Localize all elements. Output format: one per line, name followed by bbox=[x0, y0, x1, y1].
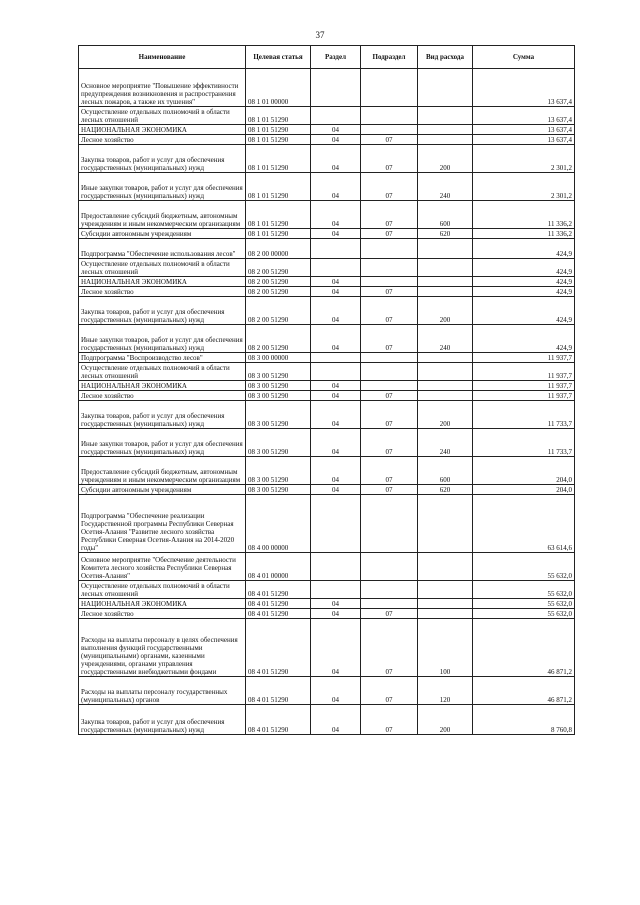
table-row bbox=[79, 135, 575, 145]
cell-subsection: 07 bbox=[361, 401, 418, 429]
cell-expense bbox=[418, 495, 473, 553]
cell-section: 04 bbox=[311, 391, 361, 401]
cell-sum: 204,0 bbox=[473, 457, 575, 485]
cell-sum: 424,9 bbox=[473, 325, 575, 353]
cell-name: Подпрограмма "Обеспечение реализации Государственной программы Республики Северная Осетия-Алания "Развитие лесного хозяйства Республики Северная Осетия-Алания на 2014-2020 годы" bbox=[79, 495, 246, 553]
cell-name: Иные закупки товаров, работ и услуг для обеспечения государственных (муниципальных) нужд bbox=[79, 173, 246, 201]
cell-target: 08 1 01 51290 bbox=[246, 125, 311, 135]
cell-name: Иные закупки товаров, работ и услуг для обеспечения государственных (муниципальных) нужд bbox=[79, 325, 246, 353]
cell-expense bbox=[418, 391, 473, 401]
cell-name: НАЦИОНАЛЬНАЯ ЭКОНОМИКА bbox=[79, 381, 246, 391]
cell-section bbox=[311, 239, 361, 259]
table-row bbox=[79, 287, 575, 297]
cell-subsection bbox=[361, 107, 418, 125]
cell-sum: 424,9 bbox=[473, 259, 575, 277]
cell-sum: 55 632,0 bbox=[473, 581, 575, 599]
cell-subsection: 07 bbox=[361, 325, 418, 353]
cell-subsection: 07 bbox=[361, 229, 418, 239]
cell-name: Иные закупки товаров, работ и услуг для обеспечения государственных (муниципальных) нужд bbox=[79, 429, 246, 457]
cell-subsection: 07 bbox=[361, 705, 418, 735]
budget-table bbox=[78, 45, 575, 735]
table-row bbox=[79, 677, 575, 705]
cell-section: 04 bbox=[311, 599, 361, 609]
cell-sum: 11 937,7 bbox=[473, 363, 575, 381]
cell-section: 04 bbox=[311, 277, 361, 287]
header-expense-type: Вид расхода bbox=[418, 46, 473, 69]
cell-target: 08 1 01 51290 bbox=[246, 173, 311, 201]
cell-sum: 11 937,7 bbox=[473, 391, 575, 401]
cell-name: Субсидии автономным учреждениям bbox=[79, 485, 246, 495]
cell-section: 04 bbox=[311, 297, 361, 325]
cell-sum: 11 336,2 bbox=[473, 201, 575, 229]
cell-target: 08 3 00 51290 bbox=[246, 381, 311, 391]
cell-expense bbox=[418, 553, 473, 581]
cell-expense: 600 bbox=[418, 201, 473, 229]
cell-subsection bbox=[361, 353, 418, 363]
cell-name: Закупка товаров, работ и услуг для обеспечения государственных (муниципальных) нужд bbox=[79, 705, 246, 735]
page-number: 37 bbox=[315, 30, 325, 40]
cell-section: 04 bbox=[311, 609, 361, 619]
cell-expense: 200 bbox=[418, 145, 473, 173]
cell-section: 04 bbox=[311, 287, 361, 297]
table-row bbox=[79, 229, 575, 239]
cell-subsection: 07 bbox=[361, 145, 418, 173]
header-sum: Сумма bbox=[473, 46, 575, 69]
cell-expense bbox=[418, 363, 473, 381]
cell-sum: 55 632,0 bbox=[473, 553, 575, 581]
cell-sum: 11 336,2 bbox=[473, 229, 575, 239]
cell-subsection bbox=[361, 239, 418, 259]
cell-sum: 13 637,4 bbox=[473, 125, 575, 135]
cell-name: Лесное хозяйство bbox=[79, 287, 246, 297]
table-row bbox=[79, 705, 575, 735]
cell-target: 08 2 00 51290 bbox=[246, 297, 311, 325]
cell-expense: 620 bbox=[418, 485, 473, 495]
cell-subsection bbox=[361, 381, 418, 391]
cell-target: 08 3 00 51290 bbox=[246, 391, 311, 401]
cell-target: 08 3 00 51290 bbox=[246, 363, 311, 381]
cell-subsection: 07 bbox=[361, 173, 418, 201]
cell-expense: 620 bbox=[418, 229, 473, 239]
cell-name: Лесное хозяйство bbox=[79, 391, 246, 401]
cell-name: Расходы на выплаты персоналу в целях обеспечения выполнения функций государственными (муниципальными) органами, казенными учреждениями, органами управления государственными внебюджетными фондами bbox=[79, 619, 246, 677]
cell-target: 08 4 01 51290 bbox=[246, 677, 311, 705]
cell-name: Осуществление отдельных полномочий в области лесных отношений bbox=[79, 259, 246, 277]
cell-target: 08 3 00 51290 bbox=[246, 485, 311, 495]
cell-sum: 8 760,8 bbox=[473, 705, 575, 735]
table-row bbox=[79, 297, 575, 325]
cell-subsection: 07 bbox=[361, 677, 418, 705]
cell-target: 08 1 01 51290 bbox=[246, 229, 311, 239]
cell-expense: 600 bbox=[418, 457, 473, 485]
cell-target: 08 2 00 51290 bbox=[246, 287, 311, 297]
cell-section bbox=[311, 259, 361, 277]
cell-subsection: 07 bbox=[361, 485, 418, 495]
table-row bbox=[79, 553, 575, 581]
cell-sum: 11 733,7 bbox=[473, 429, 575, 457]
cell-expense bbox=[418, 353, 473, 363]
cell-section: 04 bbox=[311, 619, 361, 677]
cell-name: Основное мероприятие "Повышение эффективности предупреждения возникновения и распространения лесных пожаров, а также их тушения" bbox=[79, 69, 246, 107]
cell-section: 04 bbox=[311, 125, 361, 135]
cell-expense bbox=[418, 287, 473, 297]
table-row bbox=[79, 391, 575, 401]
table-row bbox=[79, 495, 575, 553]
cell-section: 04 bbox=[311, 325, 361, 353]
cell-name: Лесное хозяйство bbox=[79, 609, 246, 619]
cell-expense: 100 bbox=[418, 619, 473, 677]
table-row bbox=[79, 173, 575, 201]
cell-subsection bbox=[361, 259, 418, 277]
cell-name: Закупка товаров, работ и услуг для обеспечения государственных (муниципальных) нужд bbox=[79, 297, 246, 325]
cell-subsection: 07 bbox=[361, 609, 418, 619]
cell-subsection: 07 bbox=[361, 135, 418, 145]
cell-sum: 46 871,2 bbox=[473, 677, 575, 705]
table-row bbox=[79, 277, 575, 287]
cell-target: 08 3 00 51290 bbox=[246, 401, 311, 429]
cell-section bbox=[311, 69, 361, 107]
cell-sum: 46 871,2 bbox=[473, 619, 575, 677]
cell-expense: 200 bbox=[418, 705, 473, 735]
cell-subsection: 07 bbox=[361, 429, 418, 457]
cell-subsection bbox=[361, 599, 418, 609]
cell-name: Закупка товаров, работ и услуг для обеспечения государственных (муниципальных) нужд bbox=[79, 145, 246, 173]
table-row bbox=[79, 457, 575, 485]
cell-target: 08 2 00 51290 bbox=[246, 259, 311, 277]
cell-section: 04 bbox=[311, 485, 361, 495]
cell-target: 08 1 01 51290 bbox=[246, 135, 311, 145]
cell-subsection: 07 bbox=[361, 201, 418, 229]
header-section: Раздел bbox=[311, 46, 361, 69]
cell-expense bbox=[418, 277, 473, 287]
cell-section: 04 bbox=[311, 457, 361, 485]
cell-subsection bbox=[361, 125, 418, 135]
cell-expense bbox=[418, 259, 473, 277]
cell-sum: 55 632,0 bbox=[473, 599, 575, 609]
cell-section: 04 bbox=[311, 229, 361, 239]
cell-subsection bbox=[361, 363, 418, 381]
cell-subsection bbox=[361, 581, 418, 599]
cell-section: 04 bbox=[311, 677, 361, 705]
cell-expense bbox=[418, 599, 473, 609]
cell-section bbox=[311, 107, 361, 125]
cell-expense bbox=[418, 609, 473, 619]
cell-sum: 13 637,4 bbox=[473, 69, 575, 107]
cell-name: Подпрограмма "Воспроизводство лесов" bbox=[79, 353, 246, 363]
cell-section: 04 bbox=[311, 705, 361, 735]
cell-sum: 424,9 bbox=[473, 287, 575, 297]
cell-sum: 2 301,2 bbox=[473, 145, 575, 173]
cell-sum: 424,9 bbox=[473, 277, 575, 287]
cell-sum: 11 733,7 bbox=[473, 401, 575, 429]
table-row bbox=[79, 485, 575, 495]
cell-name: Закупка товаров, работ и услуг для обеспечения государственных (муниципальных) нужд bbox=[79, 401, 246, 429]
header-target-article: Целевая статья bbox=[246, 46, 311, 69]
cell-expense: 200 bbox=[418, 401, 473, 429]
cell-target: 08 1 01 51290 bbox=[246, 107, 311, 125]
table-row bbox=[79, 69, 575, 107]
cell-expense: 240 bbox=[418, 429, 473, 457]
table-row bbox=[79, 363, 575, 381]
cell-sum: 424,9 bbox=[473, 239, 575, 259]
table-row bbox=[79, 609, 575, 619]
cell-subsection bbox=[361, 277, 418, 287]
cell-subsection bbox=[361, 495, 418, 553]
cell-name: Подпрограмма "Обеспечение использования лесов" bbox=[79, 239, 246, 259]
cell-section: 04 bbox=[311, 135, 361, 145]
cell-sum: 55 632,0 bbox=[473, 609, 575, 619]
cell-section: 04 bbox=[311, 201, 361, 229]
cell-section: 04 bbox=[311, 145, 361, 173]
cell-sum: 13 637,4 bbox=[473, 107, 575, 125]
cell-target: 08 3 00 51290 bbox=[246, 429, 311, 457]
cell-subsection: 07 bbox=[361, 297, 418, 325]
cell-target: 08 3 00 51290 bbox=[246, 457, 311, 485]
cell-name: Основное мероприятие "Обеспечение деятельности Комитета лесного хозяйства Республики Северная Осетия-Алания" bbox=[79, 553, 246, 581]
cell-expense bbox=[418, 135, 473, 145]
cell-name: Осуществление отдельных полномочий в области лесных отношений bbox=[79, 107, 246, 125]
cell-sum: 11 937,7 bbox=[473, 381, 575, 391]
cell-sum: 13 637,4 bbox=[473, 135, 575, 145]
cell-target: 08 3 00 00000 bbox=[246, 353, 311, 363]
table-row bbox=[79, 201, 575, 229]
cell-section bbox=[311, 495, 361, 553]
cell-target: 08 4 01 51290 bbox=[246, 609, 311, 619]
cell-name: Осуществление отдельных полномочий в области лесных отношений bbox=[79, 581, 246, 599]
table-row bbox=[79, 401, 575, 429]
cell-section: 04 bbox=[311, 401, 361, 429]
table-row bbox=[79, 599, 575, 609]
cell-name: Предоставление субсидий бюджетным, автономным учреждениям и иным некоммерческим организациям bbox=[79, 457, 246, 485]
cell-expense: 240 bbox=[418, 325, 473, 353]
cell-name: НАЦИОНАЛЬНАЯ ЭКОНОМИКА bbox=[79, 125, 246, 135]
cell-name: НАЦИОНАЛЬНАЯ ЭКОНОМИКА bbox=[79, 599, 246, 609]
cell-target: 08 4 00 00000 bbox=[246, 495, 311, 553]
cell-subsection: 07 bbox=[361, 619, 418, 677]
cell-expense: 240 bbox=[418, 173, 473, 201]
table-header-row bbox=[79, 46, 575, 69]
table-row bbox=[79, 259, 575, 277]
cell-target: 08 2 00 00000 bbox=[246, 239, 311, 259]
cell-target: 08 4 01 51290 bbox=[246, 705, 311, 735]
table-row bbox=[79, 325, 575, 353]
header-name: Наименование bbox=[79, 46, 246, 69]
cell-name: Субсидии автономным учреждениям bbox=[79, 229, 246, 239]
cell-subsection: 07 bbox=[361, 457, 418, 485]
cell-subsection bbox=[361, 553, 418, 581]
table-body bbox=[79, 69, 575, 735]
cell-target: 08 1 01 51290 bbox=[246, 201, 311, 229]
table-row bbox=[79, 125, 575, 135]
cell-sum: 204,0 bbox=[473, 485, 575, 495]
cell-expense bbox=[418, 381, 473, 391]
cell-name: Лесное хозяйство bbox=[79, 135, 246, 145]
cell-target: 08 4 01 00000 bbox=[246, 553, 311, 581]
cell-target: 08 4 01 51290 bbox=[246, 599, 311, 609]
cell-name: Осуществление отдельных полномочий в области лесных отношений bbox=[79, 363, 246, 381]
table-row bbox=[79, 107, 575, 125]
cell-target: 08 4 01 51290 bbox=[246, 619, 311, 677]
cell-section: 04 bbox=[311, 381, 361, 391]
cell-subsection: 07 bbox=[361, 391, 418, 401]
cell-section bbox=[311, 353, 361, 363]
cell-subsection: 07 bbox=[361, 287, 418, 297]
cell-target: 08 2 00 51290 bbox=[246, 325, 311, 353]
header-subsection: Подраздел bbox=[361, 46, 418, 69]
table-row bbox=[79, 145, 575, 173]
cell-expense: 200 bbox=[418, 297, 473, 325]
table-row bbox=[79, 581, 575, 599]
cell-sum: 2 301,2 bbox=[473, 173, 575, 201]
cell-target: 08 4 01 51290 bbox=[246, 581, 311, 599]
cell-expense bbox=[418, 239, 473, 259]
cell-expense bbox=[418, 125, 473, 135]
cell-name: НАЦИОНАЛЬНАЯ ЭКОНОМИКА bbox=[79, 277, 246, 287]
table-row bbox=[79, 353, 575, 363]
cell-expense: 120 bbox=[418, 677, 473, 705]
cell-expense bbox=[418, 581, 473, 599]
cell-section bbox=[311, 581, 361, 599]
cell-target: 08 2 00 51290 bbox=[246, 277, 311, 287]
cell-expense bbox=[418, 107, 473, 125]
cell-name: Расходы на выплаты персоналу государственных (муниципальных) органов bbox=[79, 677, 246, 705]
cell-section bbox=[311, 553, 361, 581]
cell-expense bbox=[418, 69, 473, 107]
cell-name: Предоставление субсидий бюджетным, автономным учреждениям и иным некоммерческим организациям bbox=[79, 201, 246, 229]
cell-sum: 424,9 bbox=[473, 297, 575, 325]
table-row bbox=[79, 619, 575, 677]
table-row bbox=[79, 239, 575, 259]
cell-subsection bbox=[361, 69, 418, 107]
cell-section bbox=[311, 363, 361, 381]
cell-section: 04 bbox=[311, 173, 361, 201]
cell-section: 04 bbox=[311, 429, 361, 457]
cell-sum: 63 614,6 bbox=[473, 495, 575, 553]
table-row bbox=[79, 429, 575, 457]
cell-target: 08 1 01 00000 bbox=[246, 69, 311, 107]
cell-sum: 11 937,7 bbox=[473, 353, 575, 363]
table-row bbox=[79, 381, 575, 391]
cell-target: 08 1 01 51290 bbox=[246, 145, 311, 173]
